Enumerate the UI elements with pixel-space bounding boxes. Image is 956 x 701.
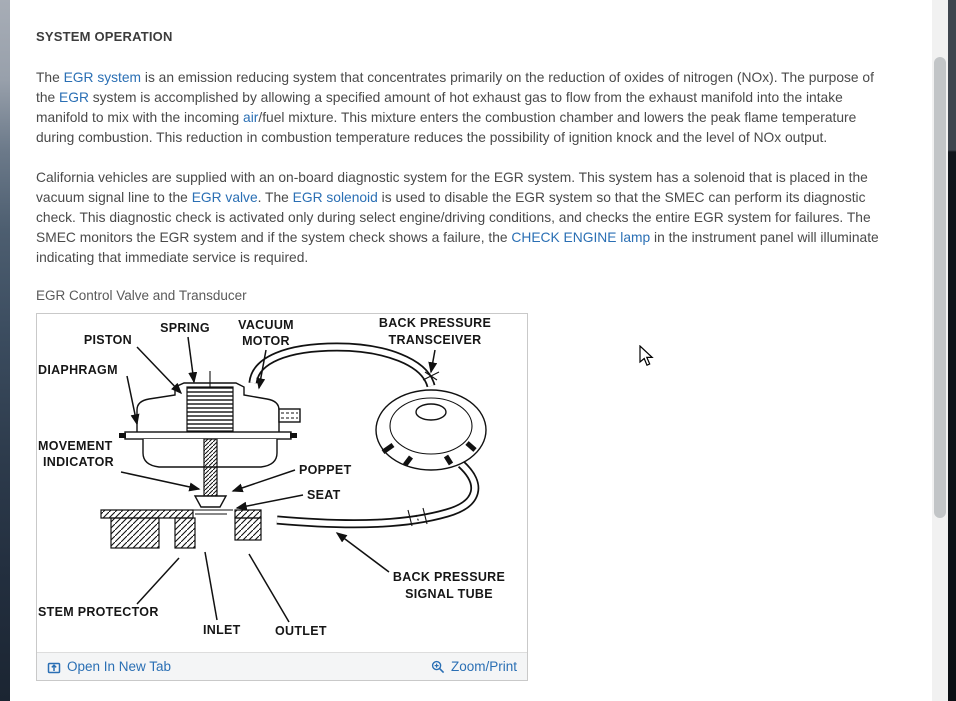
diagram-labels <box>38 316 505 638</box>
text-run: The <box>36 70 64 85</box>
page-title: SYSTEM OPERATION <box>36 29 173 44</box>
figure-toolbar <box>37 652 527 680</box>
inline-link[interactable]: EGR valve <box>191 190 258 205</box>
paragraph-egr-overview <box>36 68 896 148</box>
open-in-new-tab-label: Open In New Tab <box>67 659 172 674</box>
figure-caption: EGR Control Valve and Transducer <box>36 288 247 303</box>
magnifier-plus-icon <box>431 660 445 674</box>
label-vacuum-motor: MOTOR <box>242 334 290 348</box>
label-poppet: POPPET <box>299 463 352 477</box>
label-back-pressure-signal-tube: BACK PRESSURE <box>392 570 506 584</box>
vertical-scrollbar[interactable] <box>932 0 948 701</box>
text-run: California vehicles are supplied with an on-board diagnostic system for the EGR system. This system has a solenoid that is placed in the vacuum signal line to the <box>36 170 868 205</box>
label-stem-protector: STEM PROTECTOR <box>38 605 159 619</box>
text-run: . The <box>257 190 293 205</box>
label-spring: SPRING <box>160 321 210 335</box>
inline-link[interactable]: air <box>243 110 259 125</box>
inline-link[interactable]: CHECK ENGINE lamp <box>511 230 651 245</box>
background-window-edge <box>948 0 956 701</box>
zoom-print-link[interactable] <box>431 659 517 674</box>
label-vacuum-motor: VACUUM <box>238 318 294 332</box>
label-seat: SEAT <box>307 488 341 502</box>
label-back-pressure-transceiver: TRANSCEIVER <box>388 333 482 347</box>
inline-link[interactable]: EGR <box>59 90 89 105</box>
scrollbar-thumb[interactable] <box>934 57 946 518</box>
label-piston: PISTON <box>83 333 132 347</box>
label-movement-indicator: MOVEMENT <box>38 439 113 453</box>
leader-lines <box>121 337 435 622</box>
background-window-sliver <box>0 0 10 701</box>
text-run: in the instrument panel will illuminate indicating that immediate service is required. <box>36 230 879 265</box>
label-movement-indicator: INDICATOR <box>43 455 114 469</box>
open-in-new-tab-link[interactable] <box>47 659 171 674</box>
egr-diagram <box>37 314 527 652</box>
label-diaphragm: DIAPHRAGM <box>38 363 118 377</box>
text-run: system is accomplished by allowing a specified amount of hot exhaust gas to flow from the exhaust manifold into the intake manifold to mix with the incoming <box>36 90 843 125</box>
vacuum-hose <box>253 347 431 386</box>
text-run: is an emission reducing system that concentrates primarily on the reduction of oxides of nitrogen (NOx). The purpose of the <box>36 70 874 105</box>
label-back-pressure-transceiver: BACK PRESSURE <box>378 316 492 330</box>
text-run: /fuel mixture. This mixture enters the combustion chamber and lowers the peak flame temperature during combustion. This reduction in combustion temperature reduces the possibility of ignition knock and the level of NOx output. <box>36 110 857 145</box>
inline-link[interactable]: EGR solenoid <box>292 190 378 205</box>
article-content <box>36 29 896 681</box>
egr-valve-diagram-svg <box>37 314 527 652</box>
text-run: is used to disable the EGR system so that the SMEC can perform its diagnostic check. This diagnostic check is activated only during select engine/driving conditions, and checks the entire EGR system for failures. The SMEC monitors the EGR system and if the system check shows a failure, the <box>36 190 871 245</box>
paragraph-california-diagnostics <box>36 168 896 268</box>
inline-link[interactable]: EGR system <box>63 70 142 85</box>
zoom-print-label: Zoom/Print <box>450 659 517 674</box>
figure-card <box>36 313 528 681</box>
label-outlet: OUTLET <box>275 624 327 638</box>
open-in-new-tab-icon <box>47 660 61 674</box>
label-inlet: INLET <box>203 623 241 637</box>
label-back-pressure-signal-tube: SIGNAL TUBE <box>405 587 493 601</box>
transceiver-drawing <box>376 372 486 470</box>
